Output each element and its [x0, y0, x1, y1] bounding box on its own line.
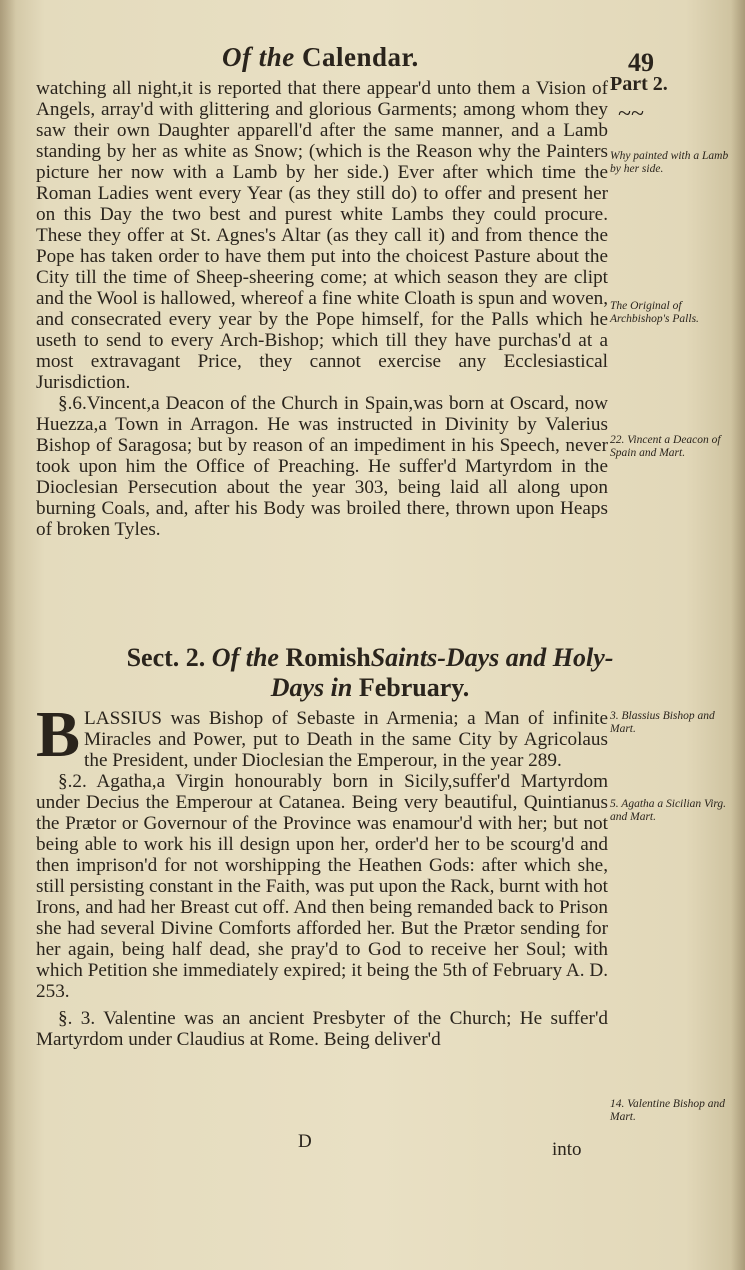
catchword: into: [552, 1139, 582, 1160]
paragraph-agatha: §.2. Agatha,a Virgin honourably born in Sicily,suffer'd Martyrdom under Decius the Emperour at Catanea. Being very beautiful, Quintianus the Prætor or Governour of the Province was enamour'd with her; but not being able to work his ill design upon her, order'd her to be scourg'd and then imprison'd for not worshipping the Heathen Gods: after which she, still persisting constant in the Faith, was put upon the Rack, burnt with hot Irons, and had her Breast cut off. And then being remanded back to Prison she had several Divine Comforts afforded her. But the Prætor sending for her again, being half dead, she pray'd to God to receive her Soul; with which Petition she immediately expired; it being the 5th of February A. D. 253.: [36, 771, 608, 1002]
page-edge-shadow-right: [731, 0, 745, 1270]
running-title-prefix: Of the: [222, 42, 295, 72]
paragraph-blassius-text: LASSIUS was Bishop of Sebaste in Armenia; a Man of infinite Miracles and Power, put to Death in the same City by Agricolaus the President, under Dioclesian the Emperour, in the year 289.: [84, 708, 608, 771]
page-number: 49: [628, 48, 654, 77]
running-title: [222, 42, 419, 73]
paragraph-valentine: §. 3. Valentine was an ancient Presbyter of the Church; He suffer'd Martyrdom under Claudius at Rome. Being deliver'd: [36, 1008, 608, 1050]
running-title-main: Calendar.: [302, 42, 419, 72]
section-title-c: Saints-Days and Holy-Days in: [270, 643, 614, 702]
section-title-d: February.: [358, 673, 470, 702]
margin-note-lamb: Why painted with a Lamb by her side.: [610, 150, 729, 175]
margin-note-blassius: 3. Blassius Bishop and Mart.: [610, 710, 715, 735]
signature-mark: D: [298, 1131, 312, 1152]
section-number: Sect. 2.: [126, 643, 206, 672]
section-title-a: Of the: [211, 643, 279, 672]
main-text-top: [36, 78, 608, 540]
part-label: Part 2.: [610, 73, 668, 95]
paragraph-agnes: watching all night,it is reported that there appear'd unto them a Vision of Angels, array'd with glittering and glorious Garments; among whom they saw their own Daughter apparell'd after the same manner, and a Lamb standing by her as white as Snow; (which is the Reason why the Painters picture her now with a Lamb by her side.) Ever after which time the Roman Ladies went every Year (as they still do) to offer and present her on this Day the two best and purest white Lambs they could procure. These they offer at St. Agnes's Altar (as they call it) and from thence the Pope has taken order to have them put into the choicest Pasture about the City till the time of Sheep-sheering come; at which season they are clipt and the Wool is hallowed, whereof a fine white Cloath is spun and woven, and consecrated every year by the Pope himself, for the Palls which he useth to send to every Arch-Bishop; which till they have purchas'd at a most extravagant Price, they cannot exercise any Ecclesiastical Jurisdiction.: [36, 78, 608, 393]
main-text-february: [36, 698, 608, 1050]
margin-note-vincent: 22. Vincent a Deacon of Spain and Mart.: [610, 434, 721, 459]
margin-note-palls: The Original of Archbishop's Palls.: [610, 300, 699, 325]
paragraph-blassius: [36, 698, 608, 771]
margin-note-agatha: 5. Agatha a Sicilian Virg. and Mart.: [610, 798, 727, 823]
paragraph-vincent: §.6.Vincent,a Deacon of the Church in Spain,was born at Oscard, now Huezza,a Town in Arragon. He was instructed in Divinity by Valerius Bishop of Saragosa; but by reason of an impediment in his Speech, never took upon him the Office of Preaching. He suffer'd Martyrdom in the Dioclesian Persecution about the year 303, being laid all along upon burning Coals, and, after his Body was broiled there, thrown upon Heaps of broken Tyles.: [36, 393, 608, 540]
section-title-b: Romish: [285, 643, 371, 672]
page-edge-shadow: [0, 0, 16, 1270]
drop-capital: B: [36, 698, 81, 771]
margin-part-label: [610, 73, 738, 95]
margin-note-valentine: 14. Valentine Bishop and Mart.: [610, 1098, 725, 1123]
section-heading: [100, 643, 640, 703]
ornament-glyph: ~~: [618, 101, 644, 127]
